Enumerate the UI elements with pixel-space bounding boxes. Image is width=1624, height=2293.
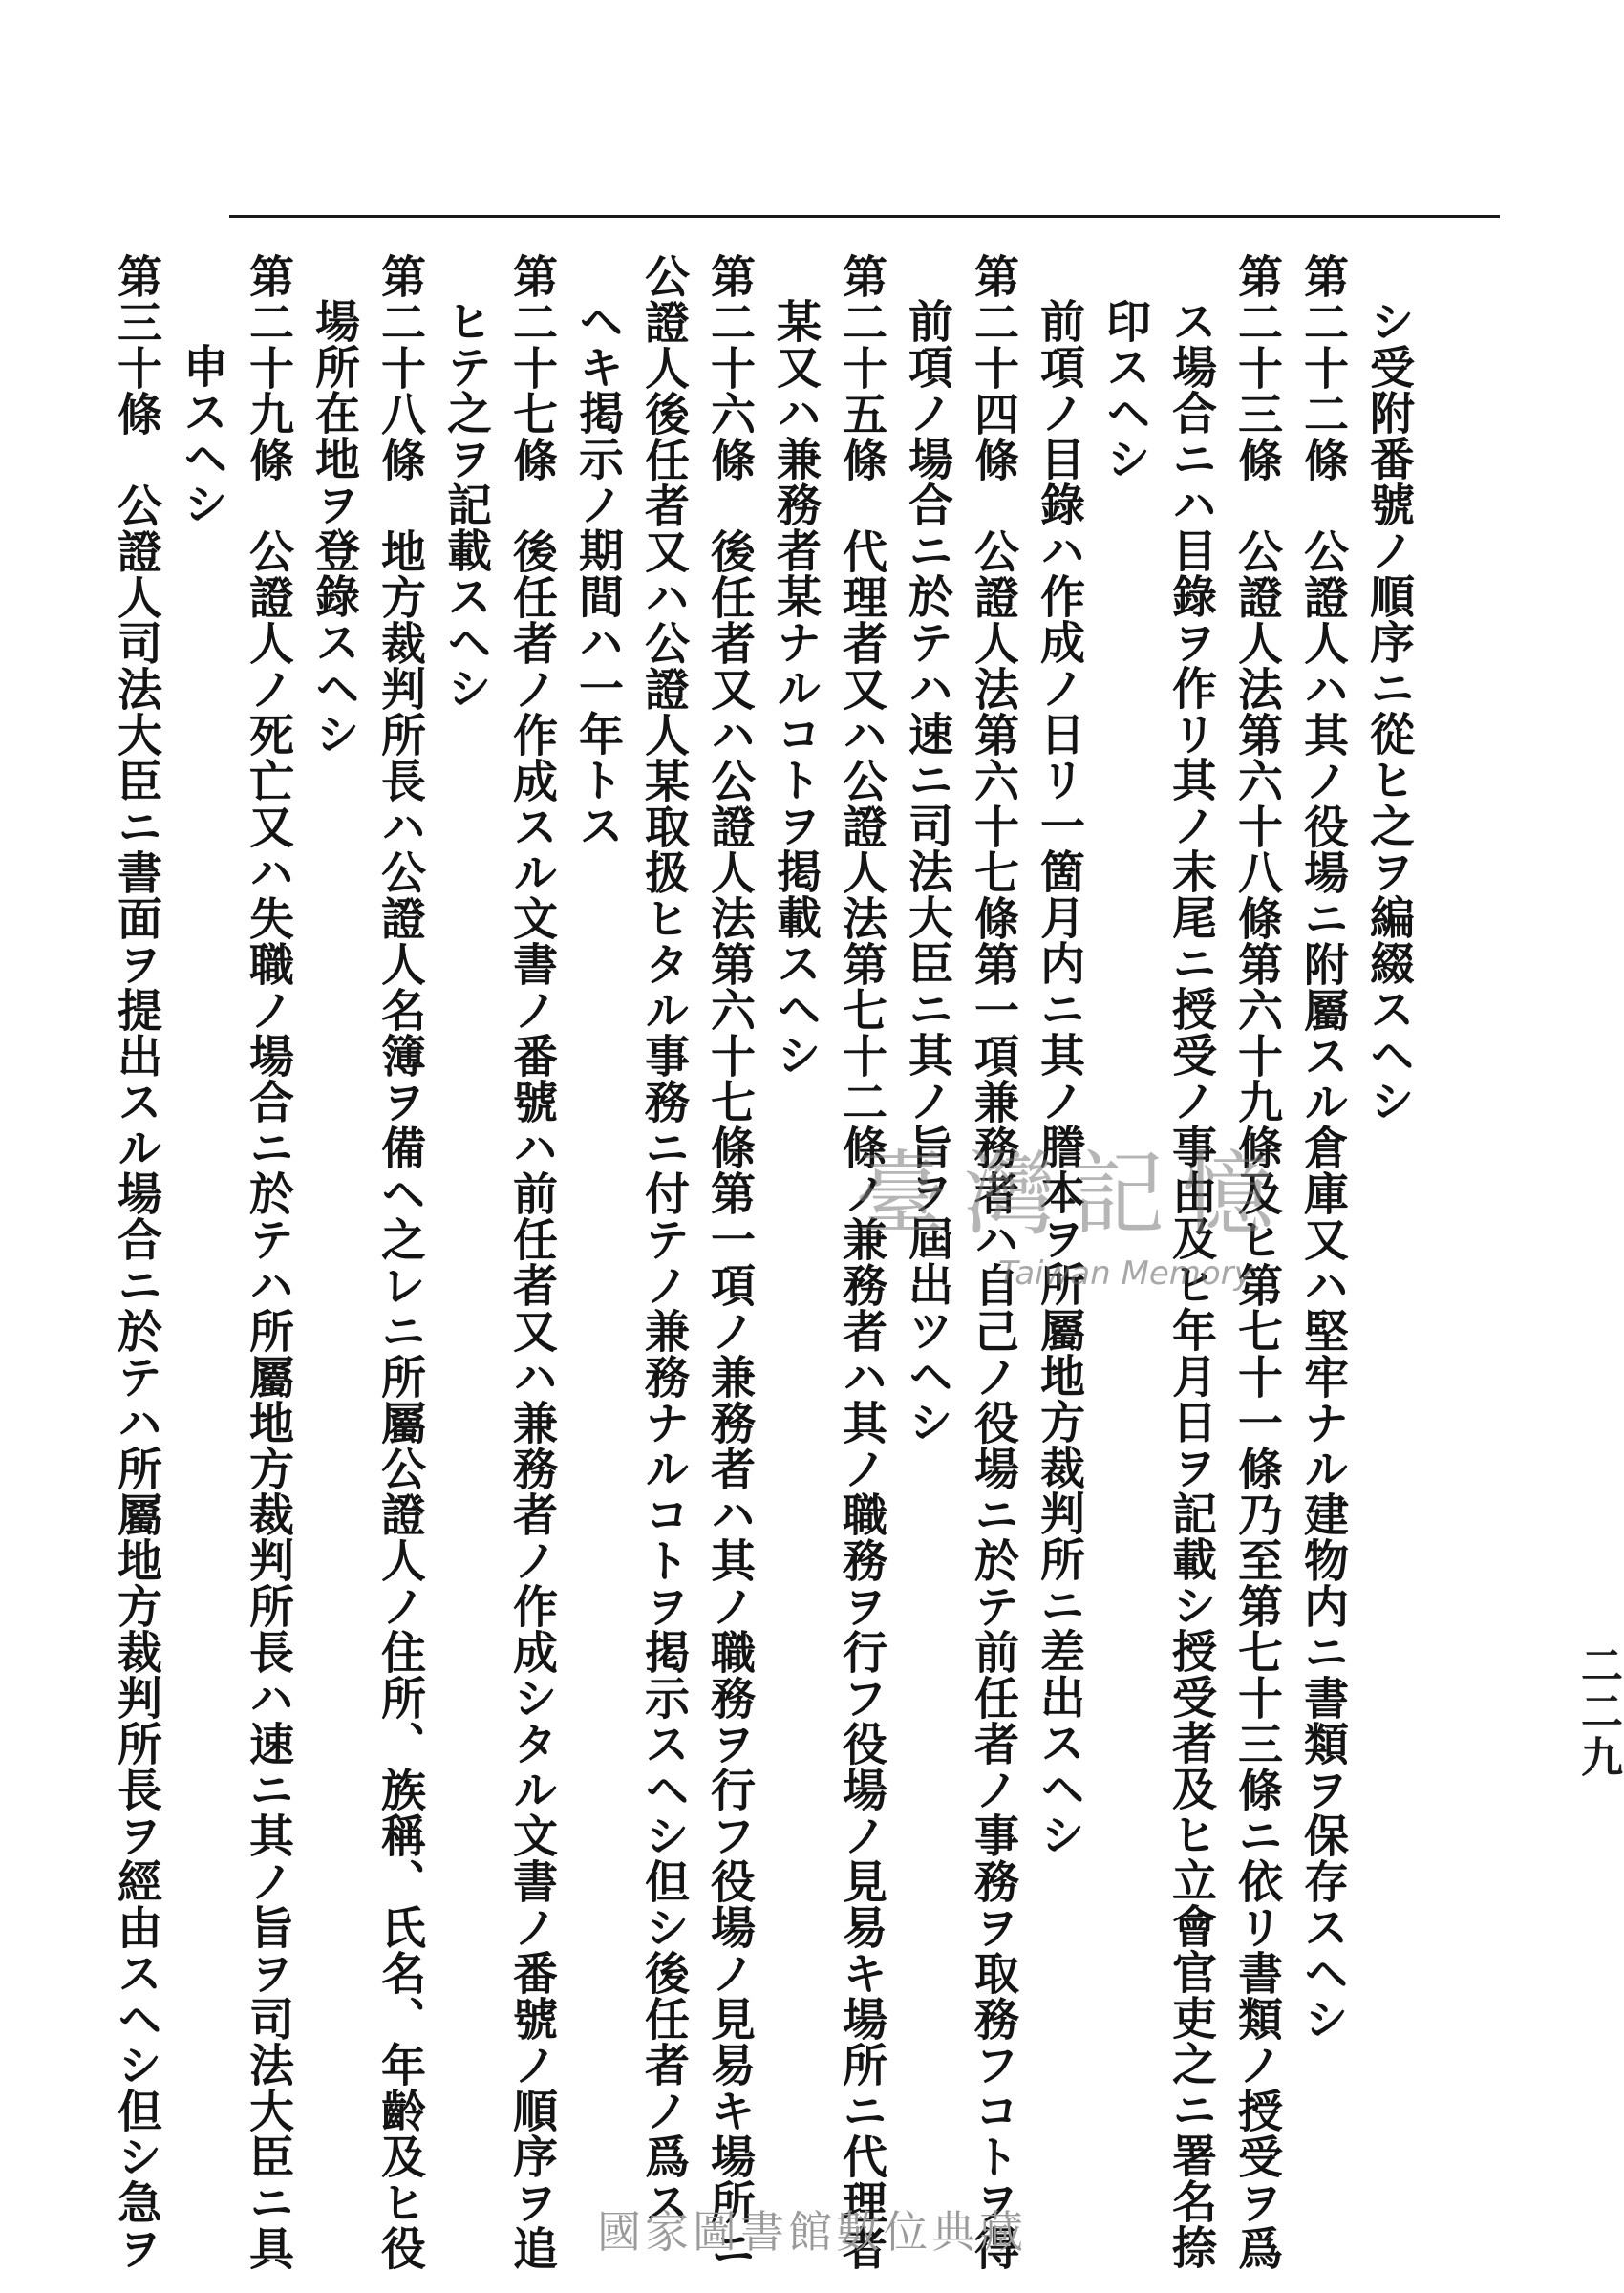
footer-caption: 國家圖書館數位典藏 xyxy=(597,2206,1027,2258)
text-column: 申スヘシ xyxy=(176,343,228,526)
watermark-main-text: 臺灣記憶 xyxy=(855,1141,1291,1248)
top-rule xyxy=(229,215,1500,218)
text-column: 第二十四條 公證人法第六十七條第一項兼務者ハ自己ノ役場ニ於テ前任者ノ事務ヲ取務フコトヲ得 xyxy=(967,253,1019,2271)
text-column: ヒテ之ヲ記載スヘシ xyxy=(439,298,492,711)
text-column: 某又ハ兼務者某ナルコトヲ掲載スヘシ xyxy=(769,298,822,1078)
text-column: 第二十八條 地方裁判所長ハ公證人名簿ヲ備ヘ之レニ所屬公證人ノ住所、族稱、氏名、年齡及ヒ役 xyxy=(374,253,426,2271)
text-column: 第二十三條 公證人法第六十八條第六十九條及ヒ第七十一條乃至第七十三條ニ依リ書類ノ授受ヲ爲 xyxy=(1230,253,1283,2271)
text-column: 第二十二條 公證人ハ其ノ役場ニ附屬スル倉庫又ハ堅牢ナル建物内ニ書類ヲ保存スヘシ xyxy=(1296,253,1349,2042)
page-number: 二二九 xyxy=(1573,1643,1622,1781)
text-column: 印スヘシ xyxy=(1099,298,1151,482)
watermark-sub-text: Taiwan Memory xyxy=(998,1254,1253,1293)
text-column: 第二十五條 代理者又ハ公證人法第七十二條ノ兼務者ハ其ノ職務ヲ行フ役場ノ見易キ場所ニ代理者 xyxy=(835,253,887,2271)
text-column: 第二十九條 公證人ノ死亡又ハ失職ノ場合ニ於テハ所屬地方裁判所長ハ速ニ其ノ旨ヲ司法大臣ニ具 xyxy=(242,253,294,2271)
text-column: 前項ノ場合ニ於テハ速ニ司法大臣ニ其ノ旨ヲ屆出ツヘシ xyxy=(901,298,953,1445)
text-column: 第二十六條 後任者又ハ公證人法第六十七條第一項ノ兼務者ハ其ノ職務ヲ行フ役場ノ見易キ場所ニ xyxy=(703,253,756,2271)
text-column: ス場合ニハ目錄ヲ作リ其ノ末尾ニ授受ノ事由及ヒ年月日ヲ記載シ授受者及ヒ立會官吏之ニ署名捺 xyxy=(1165,298,1217,2270)
text-column: 公證人後任者又ハ公證人某取扱ヒタル事務ニ付テノ兼務ナルコトヲ掲示スヘシ但シ後任者ノ爲ス xyxy=(637,253,690,2225)
text-column: 第三十條 公證人司法大臣ニ書面ヲ提出スル場合ニ於テハ所屬地方裁判所長ヲ經由スヘシ但シ急ヲ xyxy=(110,253,162,2271)
text-column: 前項ノ目錄ハ作成ノ日リ一箇月内ニ其ノ謄本ヲ所屬地方裁判所ニ差出スヘシ xyxy=(1033,298,1085,1857)
text-column: シ受附番號ノ順序ニ從ヒ之ヲ編綴スヘシ xyxy=(1362,298,1415,1124)
text-column: 第二十七條 後任者ノ作成スル文書ノ番號ハ前任者又ハ兼務者ノ作成シタル文書ノ番號ノ順序ヲ追 xyxy=(505,253,558,2271)
text-column: 場所在地ヲ登錄スヘシ xyxy=(308,298,360,757)
text-column: ヘキ掲示ノ期間ハ一年トス xyxy=(571,298,624,848)
